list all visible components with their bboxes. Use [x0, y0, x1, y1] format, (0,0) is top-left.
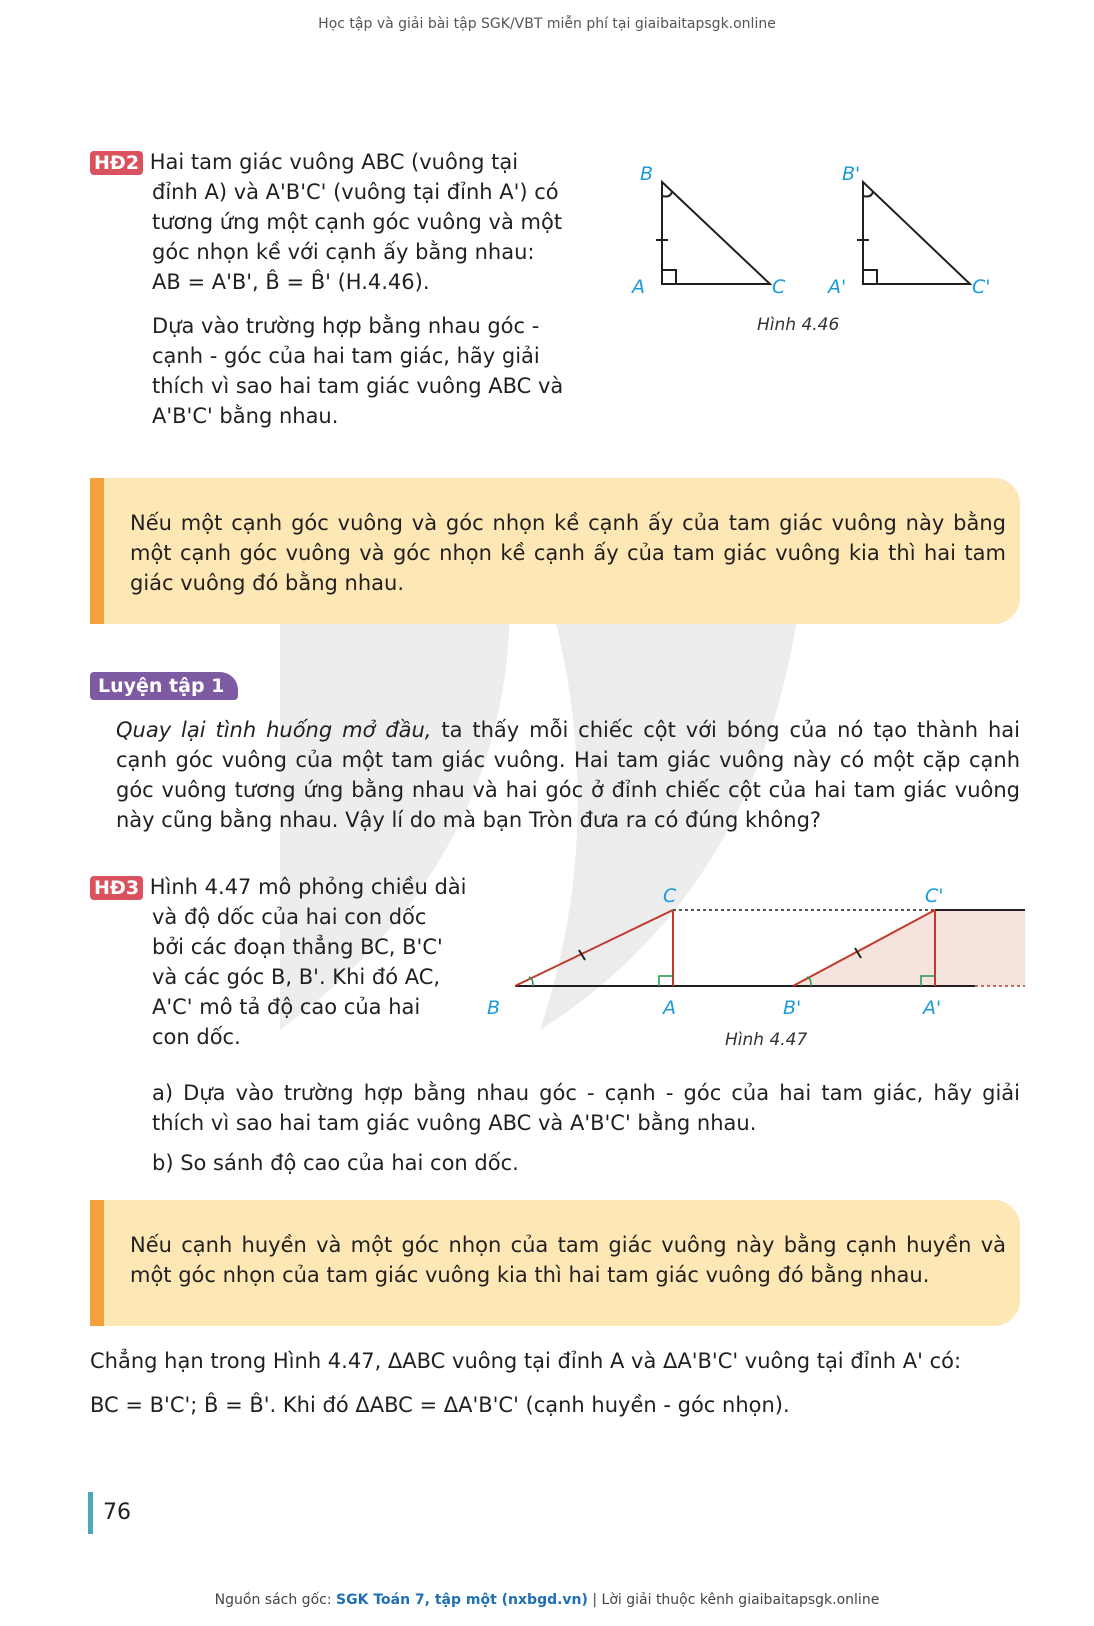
- label-b-prime: B': [783, 997, 802, 1019]
- label-c: C: [772, 276, 786, 298]
- hd2-para2-line-2: cạnh - góc của hai tam giác, hãy giải: [152, 344, 540, 368]
- hd2-line-4: góc nhọn kề với cạnh ấy bằng nhau:: [152, 240, 535, 264]
- luyentap-tag: Luyện tập 1: [90, 672, 238, 700]
- page-footer: [0, 1592, 1094, 1608]
- hd3-line-5: A'C' mô tả độ cao của hai: [152, 995, 421, 1019]
- theorem-box-1: [90, 478, 1020, 624]
- label-a-prime: A': [923, 997, 942, 1019]
- label-b: B: [487, 997, 501, 1019]
- label-c-prime: C': [972, 276, 991, 298]
- footer-suffix: | Lời giải thuộc kênh giaibaitapsgk.online: [587, 1592, 880, 1608]
- label-b-prime: B': [842, 163, 861, 185]
- hd2-tag: HĐ2: [90, 151, 143, 175]
- theorem-box-1-text: Nếu một cạnh góc vuông và góc nhọn kề cạnh ấy của tam giác vuông này bằng một cạnh góc vuông và góc nhọn kề cạnh ấy của tam giác vuông kia thì hai tam giác vuông đó bằng nhau.: [130, 511, 1006, 595]
- footer-prefix: Nguồn sách gốc:: [214, 1592, 337, 1608]
- hd2-line-3: tương ứng một cạnh góc vuông và một: [152, 210, 563, 234]
- hd2-block: [90, 147, 565, 431]
- figure-4-46: [620, 160, 1040, 350]
- hd3-item-b: b) So sánh độ cao của hai con dốc.: [152, 1151, 519, 1175]
- example-line-2: BC = B'C'; B̂ = B̂'. Khi đó ΔABC = ΔA'B'C' (cạnh huyền - góc nhọn).: [90, 1393, 790, 1417]
- label-a: A: [632, 276, 645, 298]
- triangle-a2b2c2: [857, 182, 970, 284]
- theorem-box-2-text: Nếu cạnh huyền và một góc nhọn của tam giác vuông này bằng cạnh huyền và một góc nhọn của tam giác vuông kia thì hai tam giác vuông đó bằng nhau.: [130, 1233, 1006, 1287]
- example-line-1: Chẳng hạn trong Hình 4.47, ΔABC vuông tại đỉnh A và ΔA'B'C' vuông tại đỉnh A' có:: [90, 1349, 962, 1373]
- hd3-block: [90, 872, 470, 1052]
- hd2-para2-line-3: thích vì sao hai tam giác vuông ABC và: [152, 374, 564, 398]
- hd3-line-4: và các góc B, B'. Khi đó AC,: [152, 965, 441, 989]
- hd3-line-1: HĐ3 Hình 4.47 mô phỏng chiều dài: [90, 872, 470, 902]
- hd3-line-6: con dốc.: [152, 1025, 241, 1049]
- footer-source-link[interactable]: SGK Toán 7, tập một (nxbgd.vn): [336, 1592, 588, 1608]
- hd2-line-2: đỉnh A) và A'B'C' (vuông tại đỉnh A') có: [152, 180, 559, 204]
- hd3-line-3: bởi các đoạn thẳng BC, B'C': [152, 935, 443, 959]
- figure-4-46-caption: Hình 4.46: [757, 315, 840, 335]
- hd2-line-1: HĐ2 Hai tam giác vuông ABC (vuông tại: [90, 147, 565, 177]
- luyentap-italic-lead: Quay lại tình huống mở đầu,: [116, 718, 432, 742]
- hd2-para2-line-1: Dựa vào trường hợp bằng nhau góc -: [152, 314, 540, 338]
- hd2-para2-line-4: A'B'C' bằng nhau.: [152, 404, 339, 428]
- triangle-abc: [656, 182, 770, 284]
- hd3-item-a: a) Dựa vào trường hợp bằng nhau góc - cạnh - góc của hai tam giác, hãy giải thích vì sao hai tam giác vuông ABC và A'B'C' bằng nhau.: [152, 1081, 1020, 1135]
- hd3-tag: HĐ3: [90, 876, 143, 900]
- page-number: 76: [88, 1492, 131, 1534]
- label-a-prime: A': [828, 276, 847, 298]
- slope-abc: [515, 910, 673, 986]
- label-c-prime: C': [925, 885, 944, 907]
- label-c: C: [663, 885, 677, 907]
- hd3-line-2: và độ dốc của hai con dốc: [152, 905, 427, 929]
- luyentap-text: [116, 715, 1020, 835]
- figure-4-47: [487, 878, 1025, 1058]
- figure-4-47-caption: Hình 4.47: [725, 1030, 808, 1050]
- hd2-line-5: AB = A'B', B̂ = B̂' (H.4.46).: [152, 270, 430, 294]
- label-a: A: [663, 997, 676, 1019]
- luyentap-body: ta thấy mỗi chiếc cột với bóng của nó tạo thành hai cạnh góc vuông của một tam giác vuông. Hai tam giác vuông này có một cặp cạnh góc vuông tương ứng bằng nhau và hai góc ở đỉnh chiếc cột của hai tam giác vuông này cũng bằng nhau. Vậy lí do mà bạn Tròn đưa ra có đúng không?: [116, 718, 1020, 832]
- page-header: Học tập và giải bài tập SGK/VBT miễn phí tại giaibaitapsgk.online: [318, 16, 776, 32]
- label-b: B: [640, 163, 654, 185]
- theorem-box-2: [90, 1200, 1020, 1326]
